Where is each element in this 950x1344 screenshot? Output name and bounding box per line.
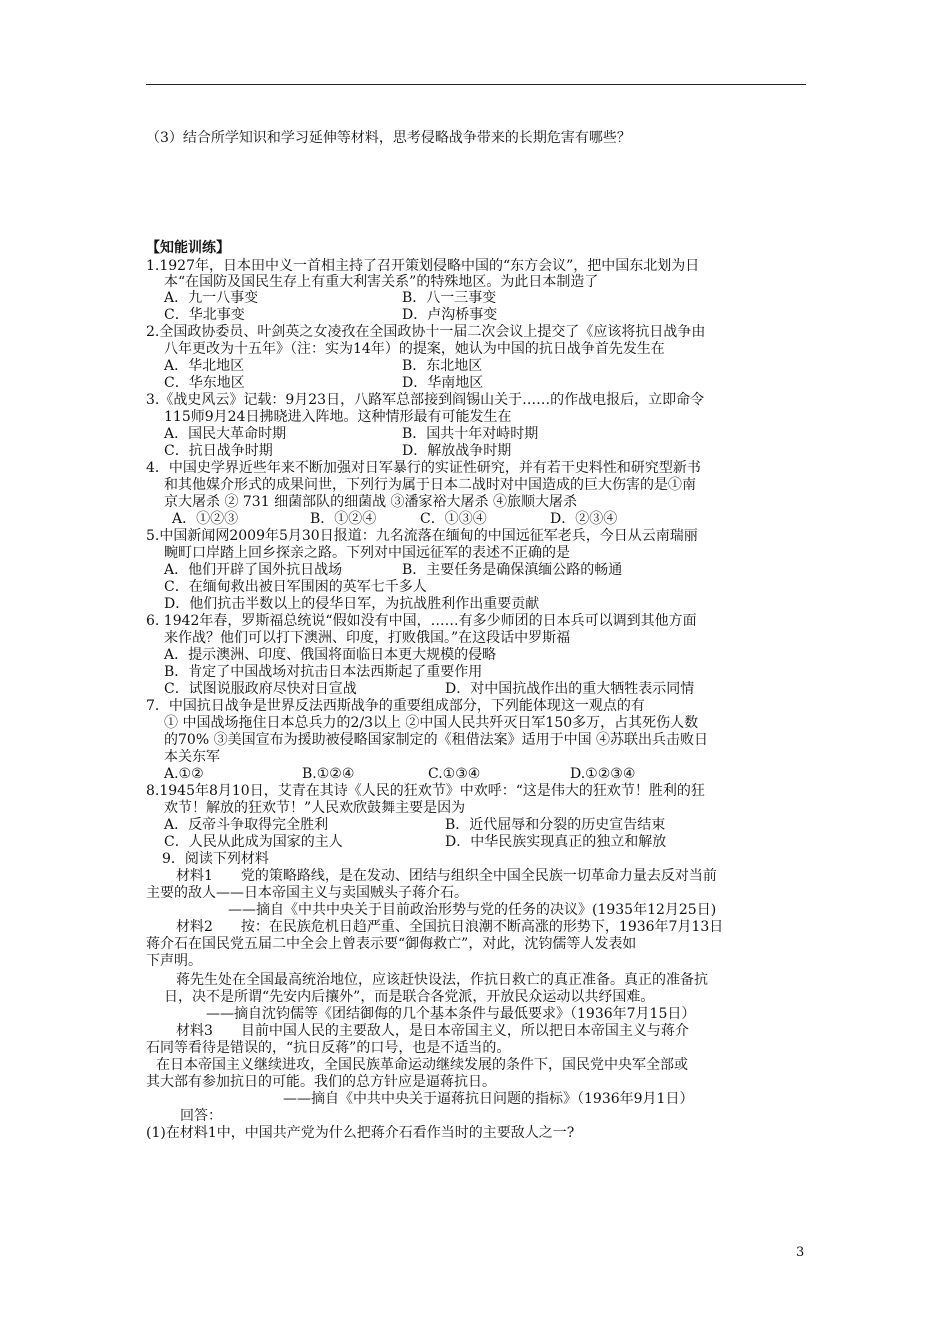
q7-line2: ① 中国战场拖住日本总兵力的2/3以上 ②中国人民共歼灭日军150多万，占其死伤人数 xyxy=(164,715,699,731)
material2-quote1: 蒋先生处在全国最高统治地位，应该赶快设法，作抗日救亡的真正准备。真正的准备抗 xyxy=(176,972,708,988)
q4-line2: 和其他媒介形式的成果问世，下列行为属于日本二战时对中国造成的巨大伤害的是①南 xyxy=(164,477,696,493)
q3-option-b: B．国共十年对峙时期 xyxy=(402,426,539,442)
q2-option-c: C．华东地区 xyxy=(164,375,245,391)
header-rule xyxy=(146,84,806,85)
q3-line1: 3.《战史风云》记载：9月23日，八路军总部接到阎锡山关于……的作战电报后，立即命令 xyxy=(146,392,705,408)
q5-option-a: A．他们开辟了国外抗日战场 xyxy=(164,562,343,578)
q3-option-c: C．抗日战争时期 xyxy=(164,443,273,459)
q3-option-a: A．国民大革命时期 xyxy=(164,426,287,442)
q7-option-d: D.①②③④ xyxy=(570,766,636,782)
q2-option-d: D．华南地区 xyxy=(402,375,484,391)
q1-option-a: A．九一八事变 xyxy=(164,290,259,306)
q5-option-b: B．主要任务是确保滇缅公路的畅通 xyxy=(402,562,623,578)
q9-title: 9．阅读下列材料 xyxy=(162,851,269,867)
q4-option-b: B．①②④ xyxy=(310,511,377,527)
section-title: 【知能训练】 xyxy=(146,240,230,256)
material3-line4: 其大部有参加抗日的可能。我们的总方针应是逼蒋抗日。 xyxy=(146,1074,496,1090)
q1-option-c: C．华北事变 xyxy=(164,307,245,323)
q8-option-a: A．反帝斗争取得完全胜利 xyxy=(164,817,329,833)
q2-line1: 2.全国政协委员、叶剑英之女凌孜在全国政协十一届二次会议上提交了《应该将抗日战争由 xyxy=(146,324,706,340)
q2-option-b: B．东北地区 xyxy=(402,358,483,374)
q5-option-c: C．在缅甸救出被日军围困的英军七千多人 xyxy=(164,579,427,595)
q4-line3: 京大屠杀 ② 731 细菌部队的细菌战 ③潘家裕大屠杀 ④旅顺大屠杀 xyxy=(164,494,577,510)
q5-option-d: D．他们抗击半数以上的侵华日军，为抗战胜利作出重要贡献 xyxy=(164,596,540,612)
q3-option-d: D．解放战争时期 xyxy=(402,443,512,459)
material3-source: ——摘自《中共中央关于逼蒋抗日问题的指标》（1936年9月1日） xyxy=(283,1091,694,1107)
q2-option-a: A．华北地区 xyxy=(164,358,245,374)
material3-line2: 石同等看待是错误的，“抗日反蒋”的口号，也是不适当的。 xyxy=(146,1040,511,1056)
answer-label: 回答： xyxy=(180,1108,222,1124)
q8-line1: 8.1945年8月10日，艾青在其诗《人民的狂欢节》中欢呼：“这是伟大的狂欢节！胜利的狂 xyxy=(146,783,705,799)
material3-line1: 材料3 目前中国人民的主要敌人，是日本帝国主义，所以把日本帝国主义与蒋介 xyxy=(176,1023,689,1039)
q6-option-c: C．试图说服政府尽快对日宣战 xyxy=(164,681,357,697)
q7-line4: 本关东军 xyxy=(164,749,220,765)
material1-source: ——摘自《中共中央关于目前政治形势与党的任务的决议》(1935年12月25日) xyxy=(228,902,717,918)
q7-line3: 的70% ③美国宣布为援助被侵略国家制定的《租借法案》适用于中国 ④苏联出兵击败日 xyxy=(164,732,709,748)
q1-option-d: D．卢沟桥事变 xyxy=(402,307,498,323)
q8-option-b: B．近代屈辱和分裂的历史宣告结束 xyxy=(445,817,666,833)
q7-option-c: C.①③④ xyxy=(428,766,481,782)
material1-line1: 材料1 党的策略路线，是在发动、团结与组织全中国全民族一切革命力量去反对当前 xyxy=(176,868,717,884)
material2-source: ——摘自沈钧儒等《团结御侮的几个基本条件与最低要求》（1936年7月15日） xyxy=(206,1006,696,1022)
material2-quote2: 日，决不是所谓“先安内后攘外”，而是联合各党派，开放民众运动以共纾国难。 xyxy=(164,989,655,1005)
q8-option-c: C．人民从此成为国家的主人 xyxy=(164,834,343,850)
q6-option-d: D．对中国抗战作出的重大牺牲表示同情 xyxy=(445,681,695,697)
q8-option-d: D．中华民族实现真正的独立和解放 xyxy=(445,834,667,850)
material2-line1: 材料2 按：在民族危机日趋严重、全国抗日浪潮不断高涨的形势下，1936年7月13日 xyxy=(176,919,724,935)
q6-line2: 来作战？他们可以打下澳洲、印度，打败俄国。”在这段话中罗斯福 xyxy=(164,630,571,646)
material3-line3: 在日本帝国主义继续进攻，全国民族革命运动继续发展的条件下，国民党中央军全部或 xyxy=(156,1057,688,1073)
q1-line2: 本“在国防及国民生存上有重大利害关系”的特殊地区。为此日本制造了 xyxy=(164,274,599,290)
q4-option-d: D．②③④ xyxy=(550,511,618,527)
q7-option-b: B.①②④ xyxy=(302,766,355,782)
q6-option-a: A．提示澳洲、印度、俄国将面临日本更大规模的侵略 xyxy=(164,647,497,663)
q9-subquestion-1: (1)在材料1中，中国共产党为什么把蒋介石看作当时的主要敌人之一? xyxy=(146,1125,575,1141)
q5-line2: 畹町口岸踏上回乡探亲之路。下列对中国远征军的表述不正确的是 xyxy=(164,545,570,561)
q1-option-b: B．八一三事变 xyxy=(402,290,497,306)
material2-line3: 下声明。 xyxy=(146,953,202,969)
header-question: （3）结合所学知识和学习延伸等材料，思考侵略战争带来的长期危害有哪些？ xyxy=(146,130,631,146)
q6-line1: 6. 1942年春，罗斯福总统说“假如没有中国，……有多少师团的日本兵可以调到其他方面 xyxy=(146,613,697,629)
q8-line2: 欢节！解放的狂欢节！”人民欢欣鼓舞主要是因为 xyxy=(164,800,466,816)
q7-option-a: A.①② xyxy=(164,766,204,782)
q7-line1: 7．中国抗日战争是世界反法西斯战争的重要组成部分，下列能体现这一观点的有 xyxy=(146,698,645,714)
page-number: 3 xyxy=(796,1245,805,1260)
q4-option-c: C．①③④ xyxy=(420,511,487,527)
q4-option-a: A．①②③ xyxy=(172,511,239,527)
q4-line1: 4．中国史学界近些年来不断加强对日军暴行的实证性研究，并有若干史料性和研究型新书 xyxy=(146,460,701,476)
q6-option-b: B．肯定了中国战场对抗击日本法西斯起了重要作用 xyxy=(164,664,483,680)
material2-line2: 蒋介石在国民党五届二中全会上曾表示要“御侮救亡”，对此，沈钧儒等人发表如 xyxy=(146,936,637,952)
q3-line2: 115师9月24日拂晓进入阵地。这种情形最有可能发生在 xyxy=(164,409,512,425)
q2-line2: 八年更改为十五年》（注：实为14年）的提案，她认为中国的抗日战争首先发生在 xyxy=(164,341,665,357)
q1-line1: 1.1927年，日本田中义一首相主持了召开策划侵略中国的“东方会议”，把中国东北划为日 xyxy=(146,258,700,274)
q5-line1: 5.中国新闻网2009年5月30日报道：九名流落在缅甸的中国远征军老兵，今日从云南瑞丽 xyxy=(146,528,698,544)
material1-line2: 主要的敌人——日本帝国主义与卖国贼头子蒋介石。 xyxy=(146,885,468,901)
